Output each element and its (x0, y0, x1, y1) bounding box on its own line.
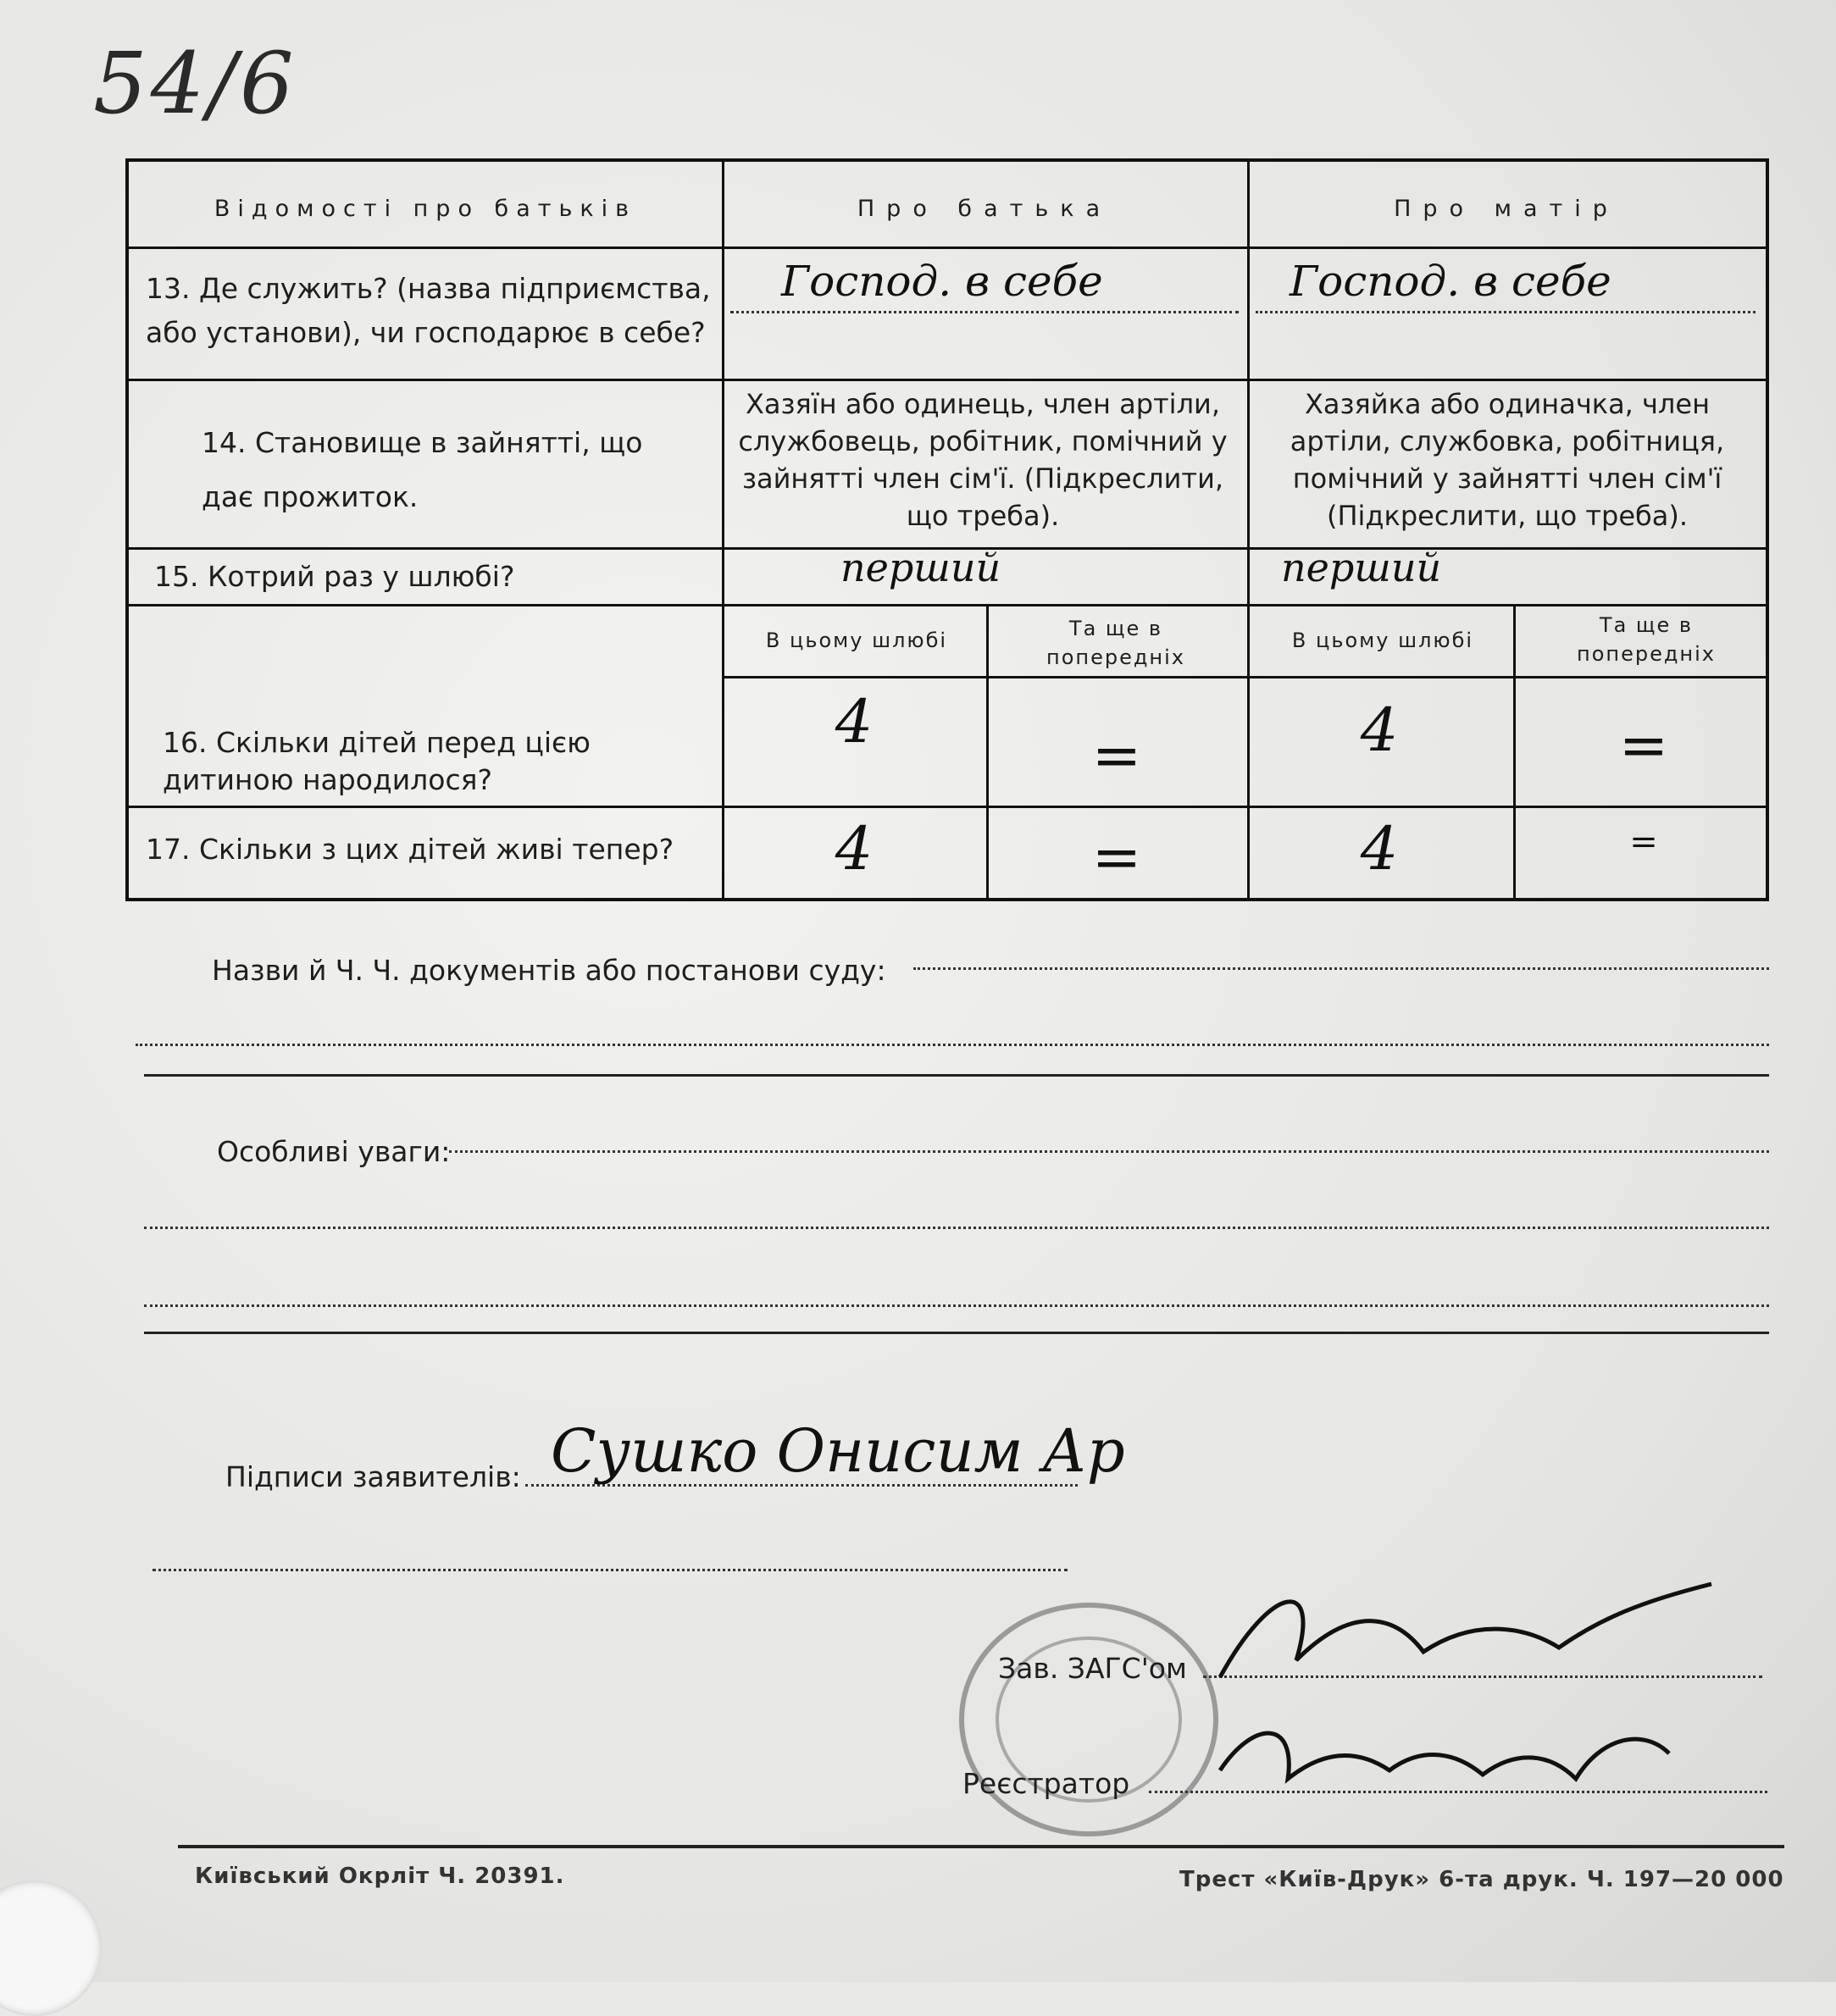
q14-mother-options: Хазяйка або одиначка, член артіли, службовка, робітниця, помічний у зайнятті член сім'ї (Підкреслити, що треба). (1290, 388, 1725, 532)
remarks-label: Особливі уваги: (217, 1135, 451, 1168)
q17-father-previous: = (1091, 822, 1142, 892)
q13-label: 13. Де служить? (назва підприємства, або установи), чи господарює в себе? (146, 272, 711, 349)
head-signature (1203, 1567, 1728, 1703)
footer-left: Київський Окрліт Ч. 20391. (195, 1864, 565, 1889)
divider (144, 1074, 1769, 1077)
q15-mother-value: перший (1281, 545, 1442, 590)
registrar-signature (1203, 1703, 1678, 1804)
header-father: Про батька (857, 196, 1112, 222)
remarks-line-2[interactable] (144, 1227, 1769, 1229)
remarks-line-1[interactable] (449, 1150, 1769, 1153)
subheader-father-previous: Та ще в попередніх (1046, 617, 1185, 669)
q16-father-previous: = (1091, 721, 1142, 790)
q13-father-value: Господ. в себе (781, 257, 1103, 306)
signatures-label: Підписи заявителів: (225, 1460, 521, 1493)
documents-label: Назви й Ч. Ч. документів або постанови суду: (212, 954, 886, 987)
q16-mother-this: 4 (1360, 695, 1399, 765)
corner-note: 54/6 (93, 34, 297, 133)
q16-mother-previous: = (1618, 711, 1669, 780)
subheader-mother-this: В цьому шлюбі (1291, 629, 1474, 652)
subheader-mother-previous: Та ще в попередніх (1577, 613, 1716, 666)
parents-info-table (125, 158, 1769, 901)
remarks-line-3[interactable] (144, 1304, 1769, 1307)
q16-label: 16. Скільки дітей перед цією дитиною народилося? (163, 726, 591, 796)
official-stamp (949, 1592, 1229, 1847)
q16-father-this: 4 (835, 687, 874, 756)
divider (144, 1332, 1769, 1334)
signatures-line-2[interactable] (153, 1569, 1068, 1571)
documents-line-2[interactable] (136, 1044, 1769, 1046)
documents-line-1[interactable] (913, 967, 1769, 970)
registrar-label: Реєстратор (962, 1767, 1130, 1800)
q13-mother-value: Господ. в себе (1290, 257, 1611, 306)
header-info: Відомості про батьків (214, 196, 637, 222)
subheader-father-this: В цьому шлюбі (765, 629, 948, 652)
q17-label: 17. Скільки з цих дітей живі тепер? (146, 833, 674, 866)
footer-rule (178, 1845, 1784, 1848)
q17-father-this: 4 (835, 814, 874, 883)
q14-father-options: Хазяїн або одинець, член артіли, службовець, робітник, помічний у зайнятті член сім'ї. (Підкреслити, що треба). (738, 388, 1228, 532)
header-mother: Про матір (1394, 196, 1619, 222)
q17-mother-previous: = (1629, 822, 1658, 861)
head-label: Зав. ЗАГС'ом (998, 1652, 1187, 1685)
punch-hole (0, 1880, 102, 2016)
q17-mother-this: 4 (1360, 814, 1399, 883)
q15-father-value: перший (840, 545, 1001, 590)
q15-label: 15. Котрий раз у шлюбі? (154, 560, 515, 593)
applicant-signature: Сушко Онисим Ар (551, 1416, 1125, 1486)
q14-label: 14. Становище в зайнятті, що дає прожиток. (202, 426, 643, 513)
footer-right: Трест «Київ-Друк» 6-та друк. Ч. 197—20 000 (1179, 1867, 1784, 1892)
